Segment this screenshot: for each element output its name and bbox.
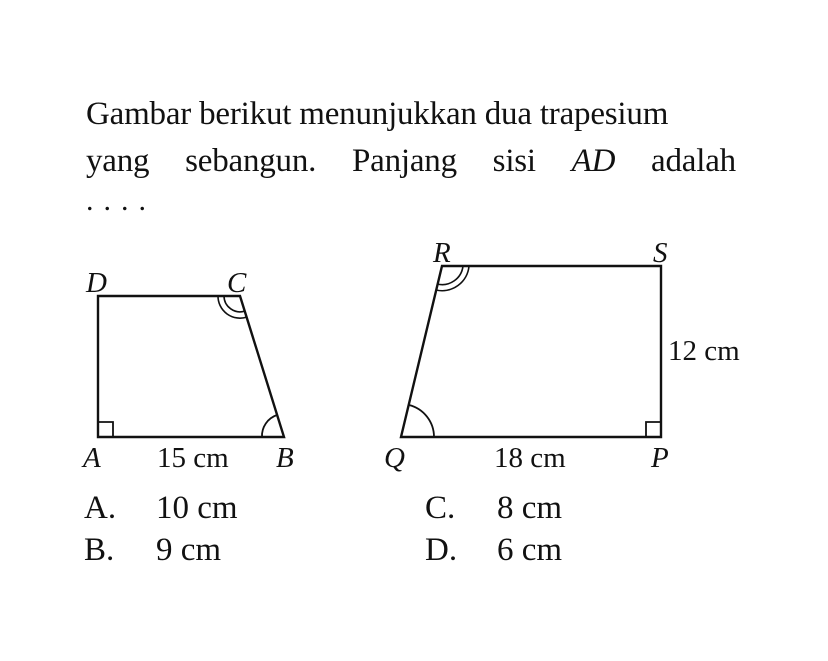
option-b-key: B. — [84, 532, 115, 568]
angle-arc-q — [409, 405, 434, 437]
option-c[interactable] — [425, 490, 562, 527]
option-a-key: A. — [84, 490, 117, 526]
question-line-1: Gambar berikut menunjukkan dua trapesium — [86, 96, 669, 132]
word-yang: yang — [86, 143, 150, 179]
word-adalah: adalah — [651, 143, 736, 179]
word-sebangun: sebangun. — [185, 143, 317, 179]
vertex-label-a: A — [83, 442, 101, 474]
option-a[interactable] — [84, 490, 238, 527]
option-d[interactable] — [425, 532, 562, 569]
side-label-qp: 18 cm — [494, 442, 566, 474]
trapezoid-outline-pqrs — [401, 266, 661, 437]
side-label-ab: 15 cm — [157, 442, 229, 474]
option-b-value: 9 cm — [156, 532, 222, 568]
word-sisi: sisi — [492, 143, 536, 179]
right-trapezoid-PQRS — [401, 266, 661, 437]
option-c-value: 8 cm — [497, 490, 563, 526]
vertex-label-r: R — [433, 237, 451, 269]
option-b[interactable] — [84, 532, 221, 569]
option-d-key: D. — [425, 532, 458, 568]
option-d-value: 6 cm — [497, 532, 563, 568]
right-angle-marker-p — [646, 422, 661, 437]
angle-arc-b — [262, 415, 277, 437]
word-ad: AD — [571, 143, 616, 179]
word-panjang: Panjang — [351, 143, 457, 179]
trapezoid-outline-abcd — [98, 296, 284, 437]
vertex-label-q: Q — [384, 442, 405, 474]
right-angle-marker-a — [98, 422, 113, 437]
question-ellipsis: .... — [86, 184, 156, 217]
option-c-key: C. — [425, 490, 456, 526]
option-a-value: 10 cm — [156, 490, 238, 526]
left-trapezoid-ABCD — [98, 296, 284, 437]
vertex-label-s: S — [653, 237, 668, 269]
vertex-label-d: D — [86, 267, 107, 299]
vertex-label-b: B — [276, 442, 294, 474]
vertex-label-p: P — [651, 442, 669, 474]
vertex-label-c: C — [227, 267, 247, 299]
side-label-sp: 12 cm — [668, 335, 740, 367]
